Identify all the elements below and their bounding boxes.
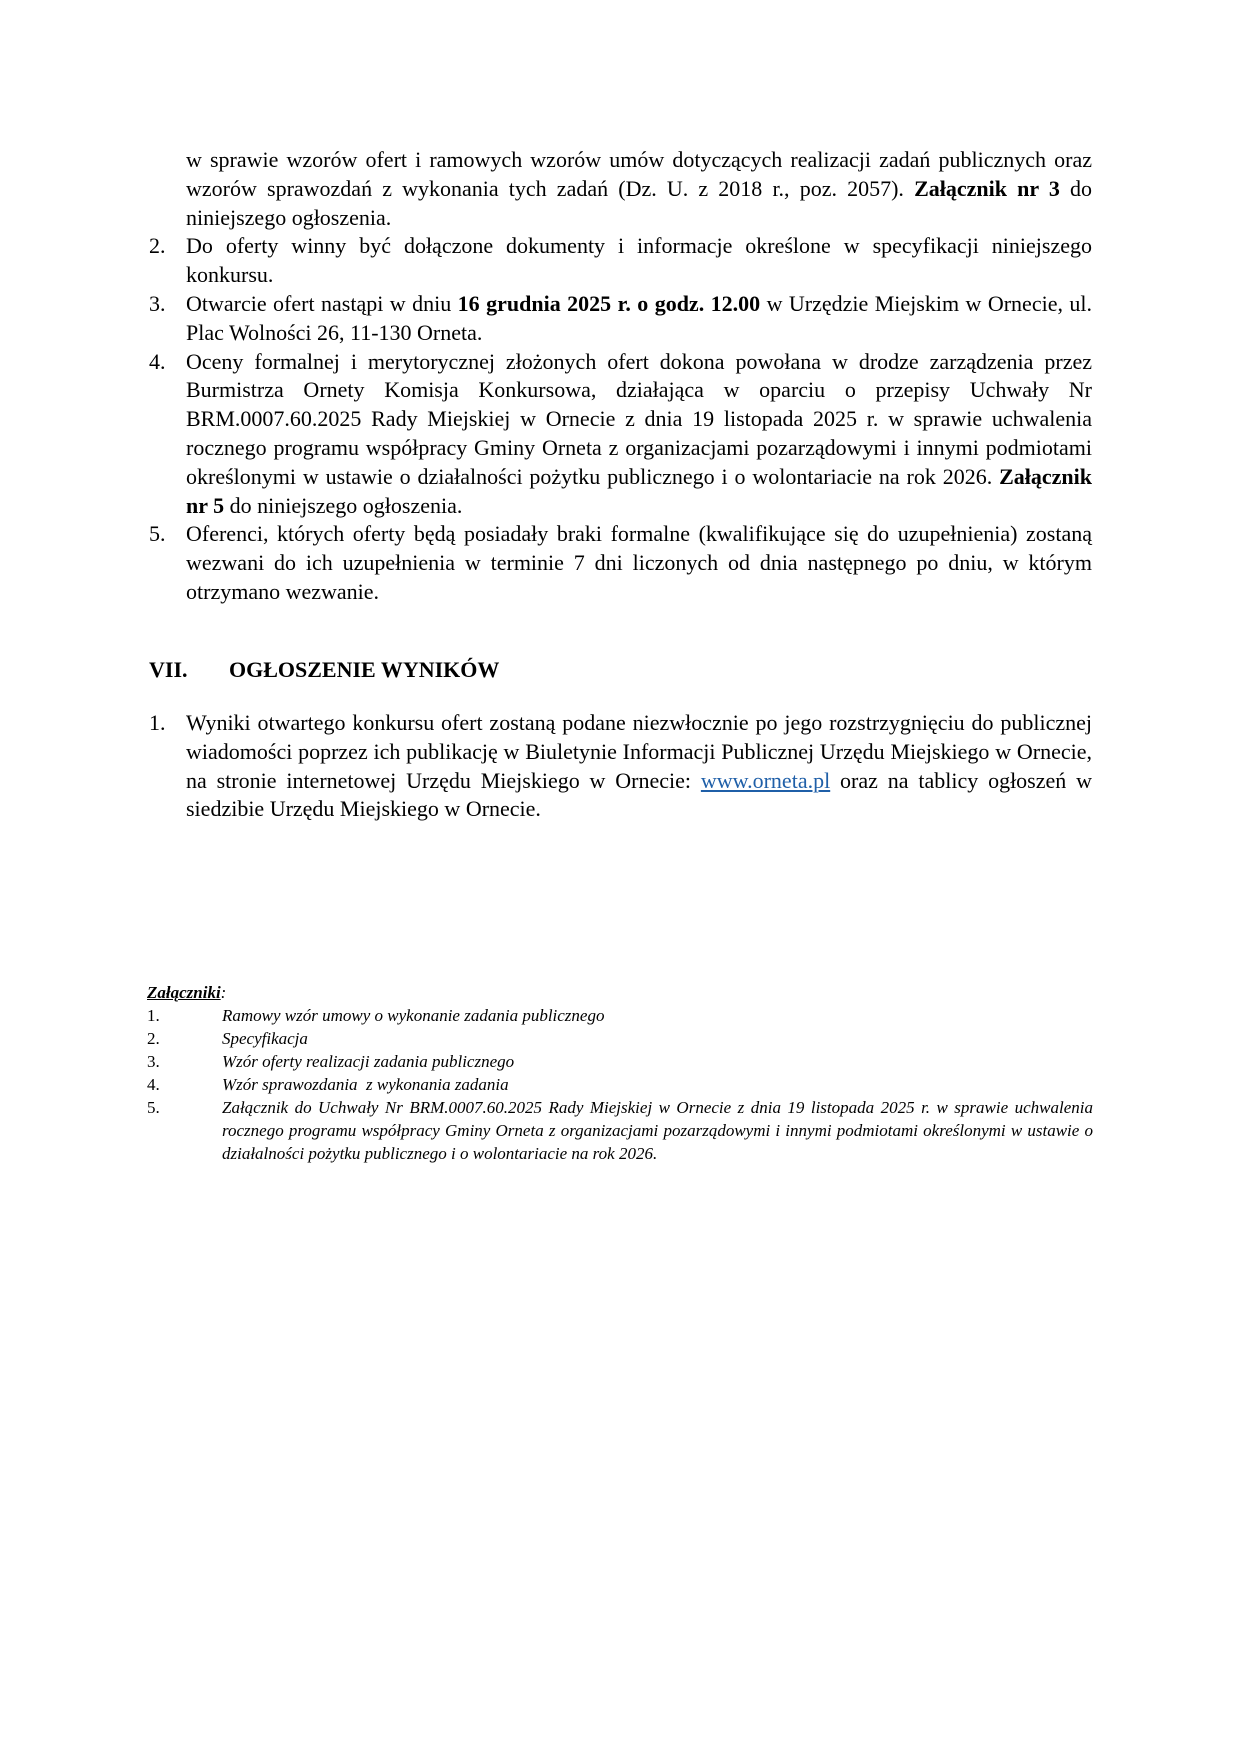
attachment-item [147,1027,1093,1050]
attachment-item [147,1050,1093,1073]
attachment-number: 2. [147,1029,160,1048]
attachments-heading-text: Załączniki [147,983,221,1002]
section-vii-list [149,709,1092,824]
item-text-end: do niniejszego ogłoszenia. [224,492,463,518]
item-text-end: w Urzędzie Miejskim w Ornecie, ul. Plac Wolności 26, 11-130 Orneta. [186,290,1093,345]
item-1-continuation [149,146,1092,232]
list-item-2 [149,232,1092,290]
continuation-text-end: do niniejszego ogłoszenia. [186,175,1092,230]
continuation-text: w sprawie wzorów ofert i ramowych wzorów umów dotyczących realizacji zadań publicznych oraz wzorów sprawozdań z wykonania tych zadań (Dz. U. z 2018 r., poz. 2057). [186,147,1092,201]
attachment-title: Specyfikacja [222,1029,308,1048]
results-item [149,709,1092,824]
attachment-title: Ramowy wzór umowy o wykonanie zadania publicznego [222,1006,605,1025]
list-item-5 [149,520,1092,606]
attachments-heading [147,981,1093,1004]
item-text-end: oraz na tablicy ogłoszeń w siedzibie Urzędu Miejskiego w Ornecie. [186,767,1093,822]
attachment-number: 1. [147,1006,160,1025]
section-number: VII. [149,657,188,682]
item-text: Oceny formalnej i merytorycznej złożonych ofert dokona powołana w drodze zarządzenia przez Burmistrza Ornety Komisja Konkursowa, działająca w oparciu o przepisy Uchwały Nr BRM.0007.60.2025 Rady Miejskiej w Ornecie z dnia 19 listopada 2025 r. w sprawie uchwalenia rocznego programu współpracy Gminy Orneta z organizacjami pozarządowymi i innymi podmiotami określonymi w ustawie o działalności pożytku publicznego i o wolontariacie na rok 2026. [186,348,1092,489]
attachment-title: Wzór sprawozdania z wykonania zadania [222,1075,509,1094]
item-number: 2. [149,233,166,259]
item-number: 1. [149,710,166,735]
attachment-item [147,1096,1093,1165]
opening-date: 16 grudnia 2025 r. o godz. 12.00 [457,290,761,316]
attachments-list [147,981,1093,1165]
attachment-title: Wzór oferty realizacji zadania publicznego [222,1052,515,1071]
attachment-3-ref: Załącznik nr 3 [914,175,1060,201]
section-title: OGŁOSZENIE WYNIKÓW [229,657,500,682]
attachments-heading-colon: : [220,983,227,1002]
attachment-item [147,1004,1093,1027]
attachment-title: Załącznik do Uchwały Nr BRM.0007.60.2025 Rady Miejskiej w Ornecie z dnia 19 listopada 2025 r. w sprawie uchwalenia rocznego programu współpracy Gminy Orneta z organizacjami pozarządowymi i innymi podmiotami określonymi w ustawie o działalności pożytku publicznego i o wolontariacie na rok 2026. [222,1098,1093,1163]
item-number: 3. [149,290,166,316]
list-item-4 [149,348,1092,521]
attachment-item [147,1073,1093,1096]
attachment-number: 5. [147,1098,160,1117]
item-text: Do oferty winny być dołączone dokumenty i informacje określone w specyfikacji niniejszego konkursu. [186,233,1092,288]
item-number: 5. [149,521,166,547]
attachment-number: 4. [147,1075,160,1094]
item-text: Wyniki otwartego konkursu ofert zostaną podane niezwłocznie po jego rozstrzygnięciu do publicznej wiadomości poprzez ich publikację w Biuletynie Informacji Publicznej Urzędu Miejskiego w Ornecie, na stronie internetowej Urzędu Miejskiego w Ornecie: [186,710,1092,793]
attachment-number: 3. [147,1052,160,1071]
item-number: 4. [149,348,166,374]
item-text: Otwarcie ofert nastąpi w dniu [186,290,458,316]
list-item-3 [149,290,1092,348]
attachment-5-ref: Załącznik nr 5 [186,463,1092,518]
website-link[interactable]: www.orneta.pl [700,767,831,793]
section-vi-list [149,146,1092,607]
item-text: Oferenci, których oferty będą posiadały braki formalne (kwalifikujące się do uzupełnienia) zostaną wezwani do ich uzupełnienia w terminie 7 dni liczonych od dnia następnego po dniu, w którym otrzymano wezwanie. [186,521,1092,604]
